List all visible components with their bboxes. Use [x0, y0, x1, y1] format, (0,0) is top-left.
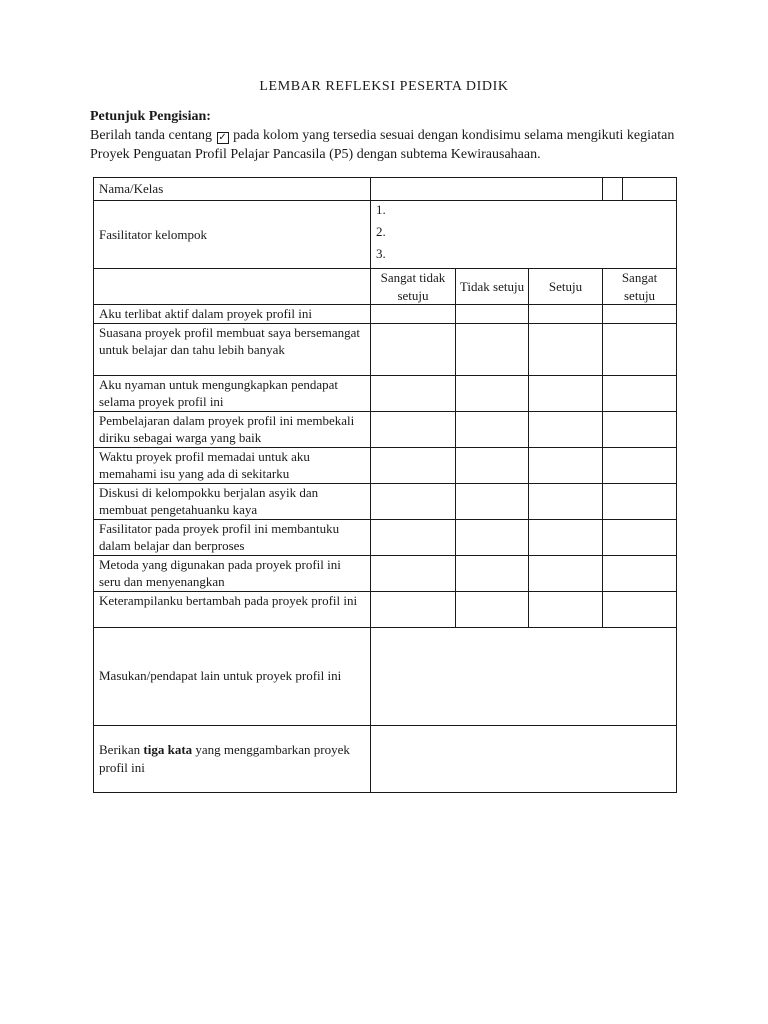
rating-cell[interactable] [371, 447, 456, 483]
statement-row [94, 411, 677, 447]
page-title: LEMBAR REFLEKSI PESERTA DIDIK [259, 79, 509, 94]
rating-cell[interactable] [456, 375, 529, 411]
three-words-row [94, 725, 677, 792]
class-field[interactable] [603, 178, 677, 201]
rating-cell[interactable] [456, 591, 529, 627]
statement-label: Diskusi di kelompokku berjalan asyik dan membuat pengetahuanku kaya [94, 483, 371, 519]
rating-cell[interactable] [456, 305, 529, 324]
feedback-label: Masukan/pendapat lain untuk proyek profil ini [94, 627, 371, 725]
rating-cell[interactable] [371, 519, 456, 555]
rating-cell[interactable] [603, 555, 677, 591]
name-class-row [94, 178, 677, 201]
three-words-before: Berikan [99, 742, 141, 757]
facilitator-list[interactable] [371, 201, 677, 269]
rating-cell[interactable] [371, 323, 456, 375]
rating-cell[interactable] [529, 375, 603, 411]
statement-row [94, 447, 677, 483]
rating-cell[interactable] [603, 591, 677, 627]
rating-cell[interactable] [603, 411, 677, 447]
statement-row [94, 555, 677, 591]
three-words-after: yang menggambarkan proyek profil ini [99, 742, 350, 775]
rating-cell[interactable] [603, 323, 677, 375]
facilitator-label: Fasilitator kelompok [94, 201, 371, 269]
instructions-text-before: Berilah tanda centang [90, 128, 213, 143]
rating-cell[interactable] [371, 555, 456, 591]
statement-row [94, 483, 677, 519]
rating-cell[interactable] [529, 519, 603, 555]
three-words-bold: tiga kata [143, 742, 193, 757]
instructions-text [90, 126, 690, 164]
facilitator-slot-1[interactable]: 1. [376, 202, 386, 217]
statement-label: Aku nyaman untuk mengungkapkan pendapat selama proyek profil ini [94, 375, 371, 411]
name-class-label: Nama/Kelas [94, 178, 371, 201]
facilitator-row [94, 201, 677, 269]
statement-label: Pembelajaran dalam proyek profil ini membekali diriku sebagai warga yang baik [94, 411, 371, 447]
rating-cell[interactable] [371, 411, 456, 447]
scale-header-strongly-agree: Sangat setuju [603, 269, 677, 305]
rating-cell[interactable] [529, 323, 603, 375]
statement-label: Metoda yang digunakan pada proyek profil ini seru dan menyenangkan [94, 555, 371, 591]
rating-cell[interactable] [456, 411, 529, 447]
rating-cell[interactable] [456, 519, 529, 555]
rating-cell[interactable] [456, 555, 529, 591]
statement-row [94, 323, 677, 375]
instructions-text-after: pada kolom yang tersedia sesuai dengan kondisimu selama mengikuti kegiatan Proyek Penguatan Profil Pelajar Pancasila (P5) dengan subtema Kewirausahaan. [90, 128, 675, 162]
rating-cell[interactable] [603, 519, 677, 555]
statement-label: Aku terlibat aktif dalam proyek profil ini [94, 305, 371, 324]
facilitator-slot-3[interactable]: 3. [376, 246, 386, 261]
statement-label: Keterampilanku bertambah pada proyek profil ini [94, 591, 371, 627]
rating-cell[interactable] [456, 447, 529, 483]
rating-cell[interactable] [603, 375, 677, 411]
rating-cell[interactable] [529, 305, 603, 324]
statement-row [94, 375, 677, 411]
statement-row [94, 591, 677, 627]
facilitator-slot-2[interactable]: 2. [376, 224, 386, 239]
rating-cell[interactable] [529, 411, 603, 447]
checked-box-icon: ✓ [218, 132, 227, 143]
scale-header-empty [94, 269, 371, 305]
rating-cell[interactable] [371, 375, 456, 411]
rating-cell[interactable] [529, 447, 603, 483]
statement-label: Suasana proyek profil membuat saya bersemangat untuk belajar dan tahu lebih banyak [94, 323, 371, 375]
three-words-label [94, 725, 371, 792]
rating-cell[interactable] [371, 591, 456, 627]
scale-header-disagree: Tidak setuju [456, 269, 529, 305]
scale-header-agree: Setuju [529, 269, 603, 305]
rating-cell[interactable] [529, 555, 603, 591]
reflection-table [93, 177, 677, 793]
scale-header-row [94, 269, 677, 305]
rating-cell[interactable] [371, 483, 456, 519]
instructions-heading: Petunjuk Pengisian: [90, 109, 211, 124]
rating-cell[interactable] [529, 483, 603, 519]
rating-cell[interactable] [603, 483, 677, 519]
name-field[interactable] [371, 178, 603, 201]
rating-cell[interactable] [603, 447, 677, 483]
statement-row [94, 519, 677, 555]
feedback-field[interactable] [371, 627, 677, 725]
feedback-row [94, 627, 677, 725]
three-words-field[interactable] [371, 725, 677, 792]
rating-cell[interactable] [456, 483, 529, 519]
rating-cell[interactable] [529, 591, 603, 627]
rating-cell[interactable] [371, 305, 456, 324]
rating-cell[interactable] [603, 305, 677, 324]
statement-label: Fasilitator pada proyek profil ini membantuku dalam belajar dan berproses [94, 519, 371, 555]
scale-header-strongly-disagree: Sangat tidak setuju [371, 269, 456, 305]
statement-row [94, 305, 677, 324]
statement-label: Waktu proyek profil memadai untuk aku memahami isu yang ada di sekitarku [94, 447, 371, 483]
rating-cell[interactable] [456, 323, 529, 375]
